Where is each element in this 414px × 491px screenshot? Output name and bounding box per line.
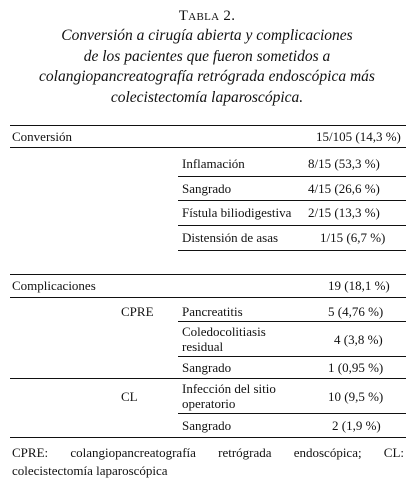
conversion-item-value: 4/15 (26,6 %) [308,181,380,196]
conversion-label: Conversión [12,129,72,144]
row-divider [178,321,406,322]
row-divider [10,378,406,379]
conversion-item-label: Fístula biliodigestiva [182,205,292,220]
conversion-item-label: Sangrado [182,181,232,196]
row-divider [178,356,406,357]
complication-item-value: 4 (3,8 %) [334,332,383,347]
table-label: Tabla 2. [178,8,236,24]
complication-item-label: Coledocolitiasis residual [182,324,266,354]
table-title-line-3: colangiopancreatografía retrógrada endoscópica más [39,68,375,85]
section-rule [10,274,406,275]
table-top-rule [10,125,406,126]
complication-item-label: Pancreatitis [182,304,243,319]
table-caption [0,6,414,108]
conversion-item-value: 8/15 (53,3 %) [308,156,380,171]
conversion-total: 15/105 (14,3 %) [316,129,401,144]
conversion-item-value: 1/15 (6,7 %) [320,230,386,245]
complication-item-value: 5 (4,76 %) [328,304,384,319]
complication-item-value: 2 (1,9 %) [332,418,381,433]
row-divider [178,413,406,414]
complicaciones-label: Complicaciones [12,278,96,293]
row-divider [10,297,406,298]
row-divider [178,225,406,226]
complication-item-label: Sangrado [182,360,232,375]
row-divider [178,200,406,201]
row-divider [178,176,406,177]
table-title-line-4: colecistectomía laparoscópica. [110,88,304,106]
complication-item-label: Infección del sitio operatorio [182,381,276,411]
table-bottom-rule [10,437,406,438]
table-title-line-2: de los pacientes que fueron sometidos a [83,47,331,65]
row-divider [178,250,406,251]
complication-item-label: Sangrado [182,418,232,433]
row-divider [10,147,406,148]
table-footnote: CPRE: colangiopancreatografía retrógrada endoscópica; CL: colecistectomía laparoscópica [12,445,404,478]
table-title-line-1: Conversión a cirugía abierta y complicaciones [61,27,353,44]
conversion-item-label: Distensión de asas [182,230,279,245]
complication-item-value: 1 (0,95 %) [328,360,384,375]
conversion-item-label: Inflamación [182,156,245,171]
complication-item-value: 10 (9,5 %) [328,389,384,404]
conversion-item-value: 2/15 (13,3 %) [308,205,380,220]
complicaciones-total: 19 (18,1 %) [328,278,390,293]
group-label-cl: CL [121,389,138,404]
group-label-cpre: CPRE [121,304,154,319]
